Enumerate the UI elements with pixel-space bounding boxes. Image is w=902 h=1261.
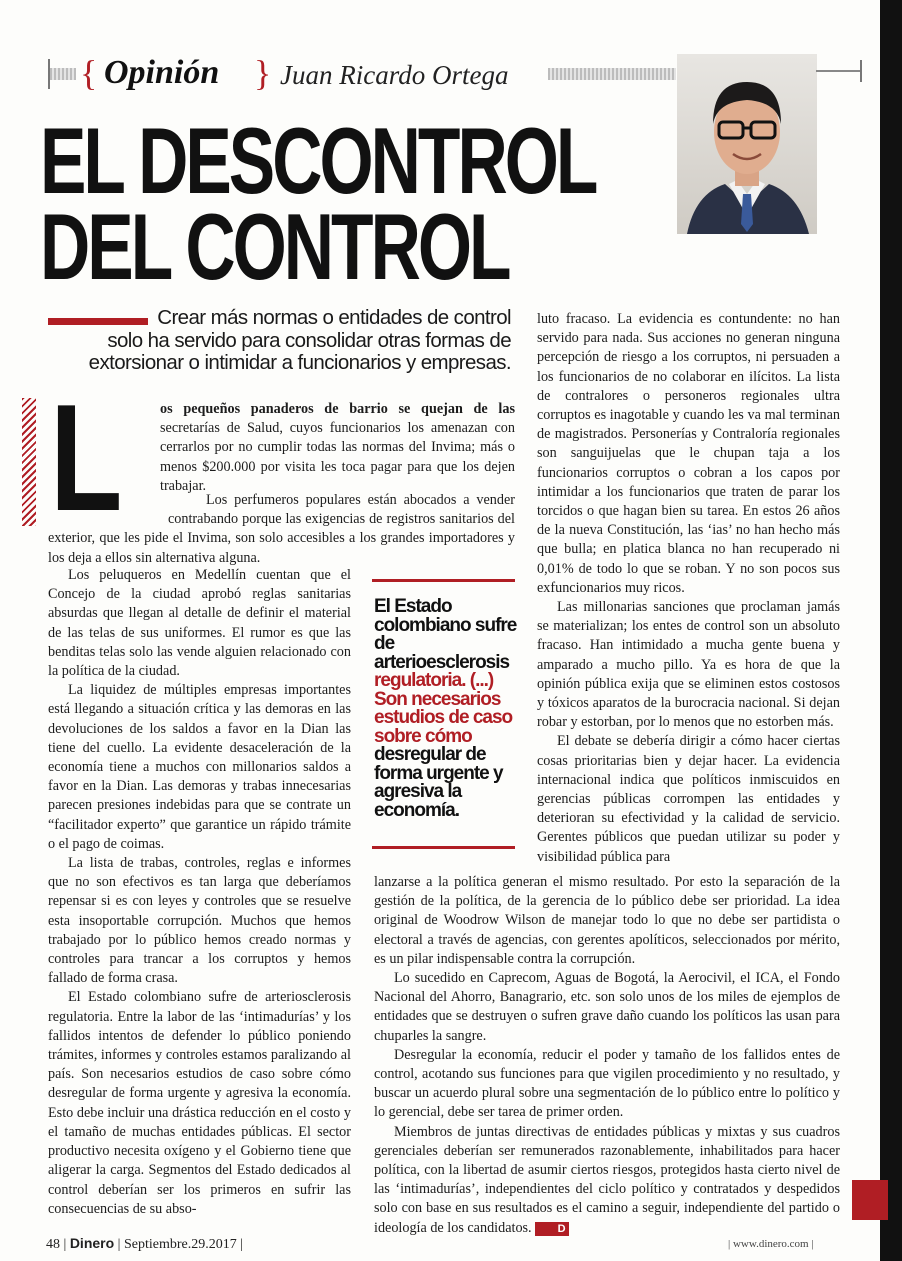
- paragraph-peluqueros: Los peluqueros en Medellín cuentan que el Concejo de la ciudad aprobó reglas sanitarias absurdas que llegan al detalle de definir el material de las telas de sus uniformes. El rumor es que las benditas telas solo las vende alguien relacionado con la política de la ciudad.: [48, 567, 351, 680]
- dropcap-decoration: [22, 398, 36, 526]
- pullquote: [374, 598, 519, 820]
- author-portrait-icon: [677, 54, 817, 234]
- paragraph-juntas: [374, 1123, 840, 1238]
- deck-sentence: Crear más normas o entidades de control solo ha servido para consolidar otras formas de extorsionar o intimidar a funcionarios y empresas.: [88, 306, 511, 374]
- pullquote-part-3: desregular de forma urgente y agresiva la economía.: [374, 744, 503, 821]
- author-name: Juan Ricardo Ortega: [280, 60, 509, 90]
- header-rule-right: [548, 68, 676, 80]
- header-rule-end-cap: [860, 60, 862, 82]
- paragraph-desregular: Desregular la economía, reducir el poder y tamaño de los fallidos entes de control, acotando sus funciones para que vigilen procedimiento y no resultado, y buscar un acuerdo plural sobre una segmentación de lo público entre lo político y lo gerencial, debe ser tarea de primer orden.: [374, 1046, 840, 1121]
- headline-line-2: DEL CONTROL: [40, 194, 509, 299]
- website-url: www.dinero.com: [732, 1238, 809, 1250]
- pullquote-part-1: El Estado colombiano sufre de arterioesclerosis: [374, 596, 517, 673]
- perfumeros-text: Los perfumeros populares están abocados a vender contrabando porque las exigencias de registros sanitarios del exterior, que les pide el Invima, son solo accesibles a los grandes importadores y los deja a ellos sin alternativa alguna.: [48, 492, 515, 566]
- headline-line-1: EL DESCONTROL: [40, 108, 596, 213]
- perfumeros-paragraph: [48, 491, 515, 568]
- paragraph-fracaso: luto fracaso. La evidencia es contundente: no han servido para nada. Sus acciones no generan ninguna percepción de riesgo a los corruptos, ni persuaden a los funcionarios de no colaborar en ilícitos. La lista de contralores o personeros regionales ultra corruptos es inagotable y cuando les va mal terminan de magistrados. Personerías y Contraloría regionales son sanguijuelas que le chupan taja a los funcionarios corruptos o cobran a los capos por intimidar a los funcionarios que traten de parar los torcidos o que hagan bien su tarea. En estos 26 años de la nueva Constitución, las ‘ias’ no han hecho más que bulla; en platica blanca no han recuperado ni 0,01% de todo lo que se roban. Y no son pocos sus exfuncionarios muy ricos.: [537, 311, 840, 596]
- column-1: [48, 566, 351, 1219]
- paragraph-debate: El debate se debería dirigir a cómo hacer ciertas cosas prioritarias bien y dejar hacer. La evidencia internacional indica que políticos inmiscuidos en gerencias públicas corrompen las entidades y deterioran su efectividad y la calidad de servicio. Gerentes públicos que puedan utilizar su poder y visibilidad pública para: [537, 733, 840, 865]
- header-rule-left: [50, 68, 76, 80]
- footer-url: | www.dinero.com |: [728, 1238, 814, 1250]
- header-rule-extension: [816, 70, 862, 72]
- header-brace-open: {: [80, 53, 98, 93]
- wide-column: [374, 873, 840, 1238]
- column-3: [537, 310, 840, 867]
- lead-paragraph: [160, 400, 515, 496]
- section-header: [48, 55, 678, 95]
- page-number: 48: [46, 1237, 60, 1252]
- page-edge-bar: [880, 0, 902, 1261]
- magazine-brand: Dinero: [69, 1235, 115, 1251]
- lead-first-line: os pequeños panaderos de barrio se quejan de las: [160, 401, 515, 417]
- headline: [40, 108, 596, 299]
- pullquote-rule-bottom: [372, 846, 515, 849]
- paragraph-liquidez: La liquidez de múltiples empresas importantes está llegando a situación crítica y las demoras en las devoluciones de los saldos a favor en la Dian las tiene del cuello. La evidente desaceleración de la economía tiene a muchos con millonarios saldos a favor en la Dian. Las demoras y trabas innecesarias parecen presiones indebidas para que se contrate un “facilitador experto” que garantice un rápido trámite o el pago de coimas.: [48, 682, 351, 852]
- issue-date: Septiembre.29.2017: [123, 1237, 237, 1252]
- deck-text: [48, 307, 511, 375]
- header-brace-close: }: [254, 53, 272, 93]
- page-tab-marker: [852, 1180, 888, 1220]
- paragraph-trabas: La lista de trabas, controles, reglas e informes que no son efectivos es tan larga que deberíamos repensar si es con leyes y controles que se resuelve esta insoportable corrupción. Muchos que hemos trabajado por lo público hemos creado normas y controles para trancar a los corruptos y hemos fallado de forma crasa.: [48, 855, 351, 987]
- end-mark: D: [535, 1222, 569, 1236]
- pullquote-part-2: regulatoria. (...) Son necesarios estudios de caso sobre cómo: [374, 670, 513, 747]
- paragraph-sanciones: Las millonarias sanciones que proclaman jamás se materializan; los entes de control son un absoluto fracaso. Han intimidado a mucha gente buena y amparado a mucho pillo. Ya es hora de que la opinión pública exija que se eliminen estos costosos y tóxicos aparatos de la burocracia nacional. Si dejan robar y estorban, por lo menos que no estorben más.: [537, 599, 840, 731]
- footer-folio: 48 | Dinero | Septiembre.29.2017 |: [46, 1235, 244, 1252]
- paragraph-caprecom: Lo sucedido en Caprecom, Aguas de Bogotá, la Aerocivil, el ICA, el Fondo Nacional del Ahorro, Banagrario, etc. son solo unos de los miles de ejemplos de entidades que se destruyen o sufren grave daño cuando los políticos las usan para chuparles la sangre.: [374, 970, 840, 1044]
- paragraph-juntas-text: Miembros de juntas directivas de entidades públicas y mixtas y sus cuadros gerenciales deberían ser remunerados razonablemente, inhabilitados para hacer política, con la libertad de asumir ciertos riesgos, protegidos hasta cierto nivel de las ‘intimadurías’, independientes del ciclo político y contratados y despedidos solo con base en sus resultados es el camino a seguir, independiente del partido o ideología de los candidatos.: [374, 1123, 840, 1236]
- pullquote-rule-top: [372, 579, 515, 582]
- lead-rest: secretarías de Salud, cuyos funcionarios los amenazan con cerrarlos por no cumplir todas las normas del Invima; más o menos $200.000 por visita les toca pagar para que los dejen trabajar.: [160, 420, 515, 494]
- paragraph-separacion: lanzarse a la política generan el mismo resultado. Por esto la separación de la gestión de la política, de la gerencia de lo público debe ser prioridad. La idea original de Woodrow Wilson de manejar todo lo que no debe ser partidista o electoral a través de agencias, con gerentes apolíticos, seleccionados por mérito, es un pilar indispensable contra la corrupción.: [374, 874, 840, 967]
- paragraph-estado: El Estado colombiano sufre de arteriosclerosis regulatoria. Entre la labor de las ‘intimadurías’ y los fallidos intentos de defender lo público poniendo trámites, informes y controles estamos paralizando al país. Son necesarios estudios de caso sobre cómo desregular de forma urgente y agresiva la economía. Esto debe incluir una drástica reducción en el costo y el tamaño de muchas entidades públicas. El sector productivo necesita oxígeno y el Gobierno tiene que aligerar la carga. Segmentos del Estado dedicados al control deberían ser los primeros en sufrir las consecuencias de su abso-: [48, 989, 351, 1217]
- drop-cap: L: [50, 373, 123, 543]
- section-name: Opinión: [104, 54, 220, 91]
